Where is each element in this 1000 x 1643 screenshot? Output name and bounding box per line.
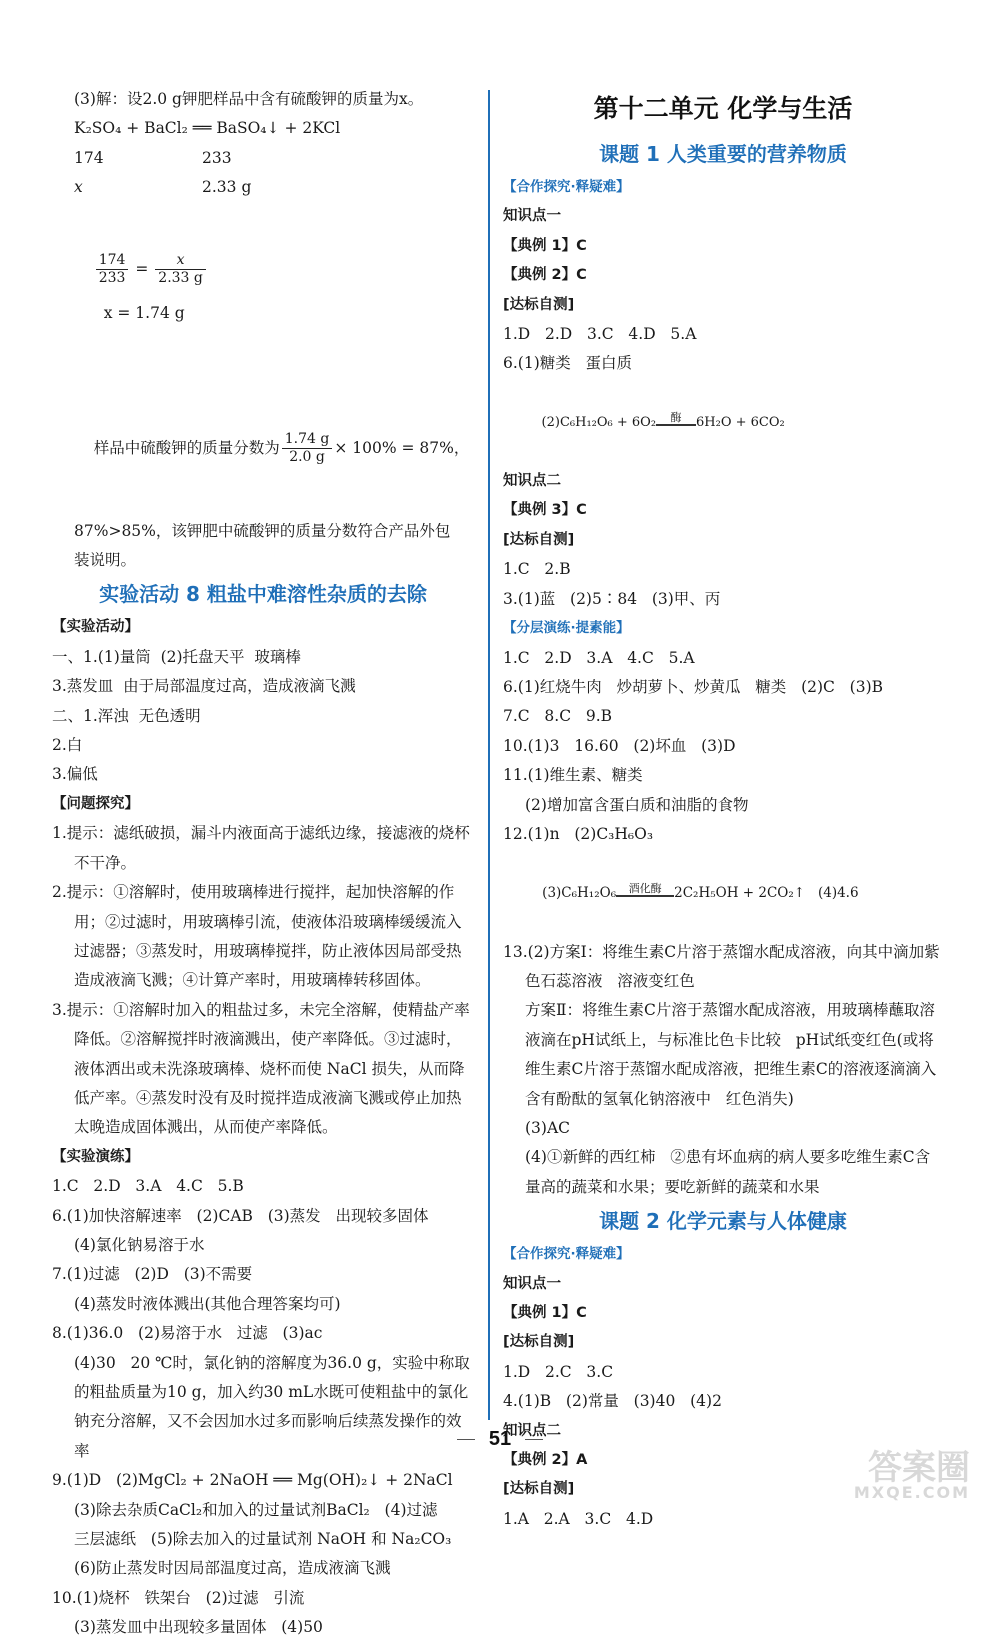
example-1: 【典例 1】C: [503, 1305, 587, 1322]
knowledge-point-2: 知识点二: [503, 473, 561, 490]
ratio-result: x = 1.74 g: [103, 303, 185, 322]
mass-value: 2.33 g: [202, 178, 252, 197]
tag-test: [达标自测]: [503, 531, 575, 548]
practice-answer-line: 三层滤纸 (5)除去加入的过量试剂 NaOH 和 Na₂CO₃: [74, 1530, 452, 1549]
practice-answer-line: 8.(1)36.0 (2)易溶于水 过滤 (3)ac: [52, 1324, 323, 1343]
mass-value: 233: [202, 148, 232, 167]
knowledge-point-2: 知识点二: [503, 1422, 561, 1439]
q13-answer-line: (3)AC: [525, 1119, 571, 1137]
ratio-fraction-left: $\frac{174}{233}$: [96, 252, 129, 287]
layer-answer-line: 11.(1)维生素、糖类: [503, 766, 643, 785]
unit-title: 第十二单元 化学与生活: [593, 94, 853, 123]
tag-test: [达标自测]: [503, 1481, 575, 1498]
reaction-enzyme: [503, 379, 943, 467]
practice-answer-line: 6.(1)加快溶解速率 (2)CAB (3)蒸发 出现较多固体: [52, 1206, 429, 1225]
eq-left: (3)C₆H₁₂O₆: [542, 884, 617, 901]
experiment-answer-line: 3.蒸发皿 由于局部温度过高，造成液滴飞溅: [52, 677, 356, 696]
reaction-fermentation: [503, 849, 943, 937]
layer-answers: [503, 644, 943, 850]
tag-coop: 【合作探究·释疑难】: [503, 179, 630, 195]
answer-line: 1.D 2.C 3.C: [503, 1362, 614, 1381]
mass-row-2: [52, 173, 474, 202]
example-2: 【典例 2】C: [503, 267, 587, 284]
question-answer: 2.提示：①溶解时，使用玻璃棒进行搅拌，起加快溶解的作用；②过滤时，用玻璃棒引流，使液体沿玻璃棒缓缓流入过滤器；③蒸发时，用玻璃棒搅拌，防止液体因局部受热造成液滴飞溅；④计算产率时，用玻璃棒转移固体。: [52, 883, 462, 990]
practice-answers: [52, 1172, 474, 1643]
knowledge-point-1: 知识点一: [503, 208, 561, 225]
mass-value: 174: [74, 148, 104, 167]
q13-answer-line: 方案Ⅱ：将维生素C片溶于蒸馏水配成溶液，用玻璃棒蘸取溶液滴在pH试纸上，与标准比色卡比较 pH试纸变红色(或将维生素C片溶于蒸馏水配成溶液，把维生素C的溶液逐滴滴入含有酚酞的氢氧化钠溶液中 红色消失): [525, 1001, 937, 1108]
tag-practice: 【实验演练】: [52, 1148, 139, 1165]
conclusion-line: 87%>85%，该钾肥中硫酸钾的质量分数符合产品外包: [74, 521, 451, 540]
layer-answer-line: 1.C 2.D 3.A 4.C 5.A: [503, 648, 695, 667]
example-3: 【典例 3】C: [503, 502, 587, 519]
layer-answer-line: 10.(1)3 16.60 (2)坏血 (3)D: [503, 736, 736, 755]
answer-line: 4.(1)B (2)常量 (3)40 (4)2: [503, 1392, 722, 1411]
practice-answer-line: (3)蒸发皿中出现较多量固体 (4)50: [74, 1618, 323, 1637]
percent-prefix: 样品中硫酸钾的质量分数为: [93, 438, 280, 457]
answer-line: 3.(1)蓝 (2)5∶84 (3)甲、丙: [503, 589, 721, 608]
tag-test: [达标自测]: [503, 1334, 575, 1351]
layer-answer-line: 7.C 8.C 9.B: [503, 707, 613, 726]
reaction-condition: 酒化酶: [616, 883, 674, 897]
answer-line: 1.C 2.B: [503, 560, 571, 579]
example-1: 【典例 1】C: [503, 237, 587, 254]
practice-answer-line: 7.(1)过滤 (2)D (3)不需要: [52, 1265, 253, 1284]
page-dash: [457, 1439, 475, 1440]
left-column: [52, 85, 474, 1643]
example-2: 【典例 2】A: [503, 1452, 588, 1469]
conclusion-line: 装说明。: [74, 551, 137, 570]
watermark-text: 答案圈: [868, 1448, 970, 1488]
question-answer: 3.提示：①溶解时加入的粗盐过多，未完全溶解，使精盐产率降低。②溶解搅拌时液滴溅出，使产率降低。③过滤时，液体洒出或未洗涤玻璃棒、烧杯而使 NaCl 损失，从而降低产率。④蒸发时没有及时搅拌造成液滴飞溅或停止加热太晚造成固体溅出，从而使产率降低。: [52, 1000, 470, 1137]
practice-answer-line: (6)防止蒸发时因局部温度过高，造成液滴飞溅: [74, 1559, 391, 1578]
experiment-answer-line: 一、1.(1)量筒 (2)托盘天平 玻璃棒: [52, 647, 301, 666]
tag-layer: 【分层演练·提素能】: [503, 620, 630, 637]
tag-experiment: 【实验活动】: [52, 619, 139, 636]
lesson-1-title: 课题 1 人类重要的营养物质: [599, 142, 847, 166]
practice-answer-line: (4)30 20 ℃时，氯化钠的溶解度为36.0 g，实验中称取的粗盐质量为10 g，加入约30 mL水既可使粗盐中的氯化钠充分溶解，又不会因加水过多而影响后续蒸发操作的效率: [74, 1353, 470, 1460]
practice-answer-line: 9.(1)D (2)MgCl₂ + 2NaOH ══ Mg(OH)₂↓ + 2NaCl: [52, 1471, 453, 1490]
tag-coop: 【合作探究·释疑难】: [503, 1246, 630, 1263]
answer-line: 6.(1)糖类 蛋白质: [503, 354, 633, 373]
practice-answer-line: 1.C 2.D 3.A 4.C 5.B: [52, 1177, 244, 1196]
percent-fraction: $\frac{1.74 g}{2.0 g}$: [282, 431, 333, 466]
practice-answer-line: 10.(1)烧杯 铁架台 (2)过滤 引流: [52, 1588, 305, 1607]
knowledge-point-1: 知识点一: [503, 1275, 561, 1292]
page-dash: [525, 1439, 543, 1440]
practice-answer-line: (4)蒸发时液体溅出(其他合理答案均可): [74, 1294, 341, 1313]
mass-row-1: [52, 144, 474, 173]
tag-question: 【问题探究】: [52, 795, 139, 812]
question-answer: 1.提示：滤纸破损，漏斗内液面高于滤纸边缘，接滤液的烧杯不干净。: [52, 824, 470, 872]
watermark-url: MXQE.COM: [853, 1483, 970, 1502]
q13-answer-line: 13.(2)方案Ⅰ：将维生素C片溶于蒸馏水配成溶液，向其中滴加紫色石蕊溶液 溶液变红色: [503, 942, 940, 990]
percent-suffix: × 100% = 87%，: [334, 438, 470, 457]
page-number-text: 51: [488, 1428, 512, 1450]
layer-answer-line: 6.(1)红烧牛肉 炒胡萝卜、炒黄瓜 糖类 (2)C (3)B: [503, 677, 884, 696]
practice-answer-line: (3)除去杂质CaCl₂和加入的过量试剂BaCl₂ (4)过滤: [74, 1500, 438, 1519]
right-column: [503, 85, 943, 1534]
answer-line: 1.D 2.D 3.C 4.D 5.A: [503, 325, 697, 344]
q13-answer-line: (4)①新鲜的西红柿 ②患有坏血病的病人要多吃维生素C含量高的蔬菜和水果；要吃新鲜的蔬菜和水果: [525, 1148, 931, 1196]
practice-answer-line: (4)氯化钠易溶于水: [74, 1235, 205, 1254]
column-divider: [488, 90, 490, 1420]
eq-left: (2)C₆H₁₂O₆ + 6O₂: [541, 415, 657, 431]
eq-right: 2C₂H₅OH + 2CO₂↑ (4)4.6: [674, 884, 859, 901]
experiment-answer-line: 二、1.浑浊 无色透明: [52, 706, 201, 725]
lesson-2-title: 课题 2 化学元素与人体健康: [599, 1209, 847, 1234]
calc-intro: (3)解：设2.0 g钾肥样品中含有硫酸钾的质量为x。: [74, 90, 424, 108]
layer-answer-line: 12.(1)n (2)C₃H₆O₃: [503, 824, 654, 843]
experiment-answer-line: 3.偏低: [52, 765, 98, 784]
ratio-equation: $\frac{174}{233}$ = $\frac{x}{2.33 g}$ x = 1.74 g: [52, 203, 474, 379]
percent-line: [52, 379, 474, 517]
ratio-fraction-right: $\frac{x}{2.33 g}$: [155, 252, 206, 287]
experiment-answer-line: 2.白: [52, 736, 83, 755]
answer-line: 1.A 2.A 3.C 4.D: [503, 1509, 654, 1528]
section-title: 实验活动 8 粗盐中难溶性杂质的去除: [99, 582, 427, 607]
q13-answers: [503, 938, 943, 1203]
watermark-logo: [780, 1440, 970, 1502]
layer-answer-line: (2)增加富含蛋白质和油脂的食物: [525, 795, 749, 814]
eq-right: 6H₂O + 6CO₂: [696, 415, 785, 431]
reaction-equation: K₂SO₄ + BaCl₂ ══ BaSO₄↓ + 2KCl: [74, 119, 341, 138]
reaction-condition: 酶: [656, 412, 696, 426]
experiment-answers: [52, 643, 474, 790]
tag-test: [达标自测]: [503, 296, 575, 313]
mass-value: x: [74, 178, 83, 197]
